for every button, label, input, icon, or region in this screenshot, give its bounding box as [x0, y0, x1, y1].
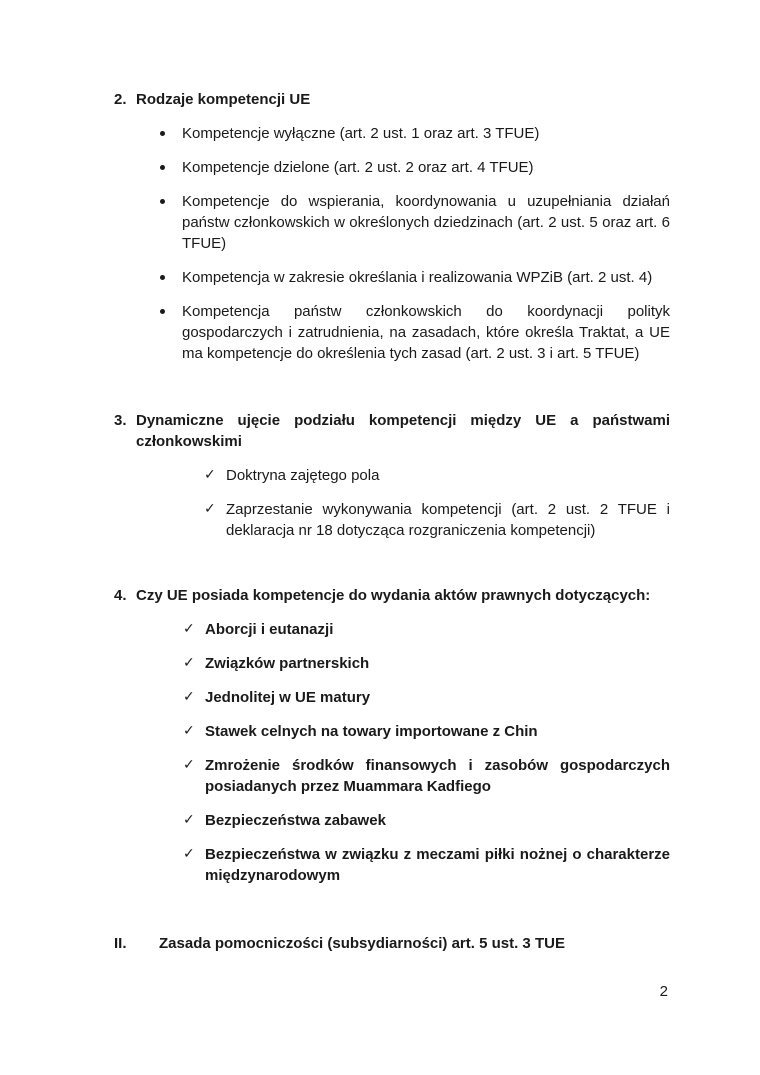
competence-list — [114, 123, 670, 364]
section-2 — [114, 89, 670, 364]
section-title: Dynamiczne ujęcie podziału kompetencji między UE a państwami członkowskimi — [136, 412, 670, 450]
list-item — [114, 301, 670, 364]
roman-number: II. — [114, 935, 127, 952]
check-icon: ✓ — [183, 689, 195, 705]
check-icon: ✓ — [183, 846, 195, 862]
bullet-icon — [160, 199, 165, 204]
list-item — [114, 687, 670, 708]
section-4-heading — [114, 585, 670, 606]
check-icon: ✓ — [204, 501, 216, 517]
bullet-icon — [160, 275, 165, 280]
question-list — [114, 619, 670, 886]
check-icon: ✓ — [204, 467, 216, 483]
roman-title: Zasada pomocniczości (subsydiarności) art. 5 ust. 3 TUE — [159, 935, 565, 952]
check-icon: ✓ — [183, 655, 195, 671]
section-number: 2. — [114, 91, 127, 108]
list-item-text: Zaprzestanie wykonywania kompetencji (art. 2 ust. 2 TFUE i deklaracja nr 18 dotycząca rozgraniczenia kompetencji) — [226, 501, 670, 539]
list-item-text: Bezpieczeństwa zabawek — [205, 812, 386, 829]
list-item — [114, 191, 670, 254]
list-item — [114, 653, 670, 674]
list-item-text: Związków partnerskich — [205, 655, 370, 672]
bullet-icon — [160, 309, 165, 314]
list-item-text: Jednolitej w UE matury — [205, 689, 371, 706]
list-item — [114, 619, 670, 640]
list-item — [114, 465, 670, 486]
dynamic-list — [114, 465, 670, 541]
list-item-text: Aborcji i eutanazji — [205, 621, 334, 638]
list-item — [114, 810, 670, 831]
list-item — [114, 267, 670, 288]
check-icon: ✓ — [183, 812, 195, 828]
section-4 — [114, 585, 670, 886]
bullet-icon — [160, 165, 165, 170]
check-icon: ✓ — [183, 757, 195, 773]
list-item-text: Kompetencje do wspierania, koordynowania u uzupełniania działań państw członkowskich w określonych dziedzinach (art. 2 ust. 5 oraz art. 6 TFUE) — [182, 193, 670, 252]
section-title: Czy UE posiada kompetencje do wydania aktów prawnych dotyczących: — [136, 587, 651, 604]
check-icon: ✓ — [183, 621, 195, 637]
bullet-icon — [160, 131, 165, 136]
page-number: 2 — [659, 983, 668, 1000]
list-item — [114, 844, 670, 886]
list-item-text: Zmrożenie środków finansowych i zasobów gospodarczych posiadanych przez Muammara Kadfiego — [205, 757, 670, 795]
list-item — [114, 123, 670, 144]
list-item-text: Bezpieczeństwa w związku z meczami piłki nożnej o charakterze międzynarodowym — [205, 846, 670, 884]
list-item — [114, 755, 670, 797]
list-item-text: Doktryna zajętego pola — [226, 467, 380, 484]
list-item — [114, 157, 670, 178]
list-item-text: Kompetencja w zakresie określania i realizowania WPZiB (art. 2 ust. 4) — [182, 269, 653, 286]
section-title: Rodzaje kompetencji UE — [136, 91, 311, 108]
section-number: 3. — [114, 412, 127, 429]
list-item — [114, 499, 670, 541]
list-item-text: Kompetencja państw członkowskich do koordynacji polityk gospodarczych i zatrudnienia, na zasadach, które określa Traktat, a UE ma kompetencje do określenia tych zasad (art. 2 ust. 3 i art. 5 TFUE) — [182, 303, 670, 362]
section-number: 4. — [114, 587, 127, 604]
section-3-heading — [114, 410, 670, 452]
section-3 — [114, 410, 670, 541]
list-item-text: Kompetencje dzielone (art. 2 ust. 2 oraz art. 4 TFUE) — [182, 159, 534, 176]
check-icon: ✓ — [183, 723, 195, 739]
list-item-text: Kompetencje wyłączne (art. 2 ust. 1 oraz art. 3 TFUE) — [182, 125, 540, 142]
section-2-heading — [114, 89, 670, 110]
list-item-text: Stawek celnych na towary importowane z Chin — [205, 723, 538, 740]
list-item — [114, 721, 670, 742]
